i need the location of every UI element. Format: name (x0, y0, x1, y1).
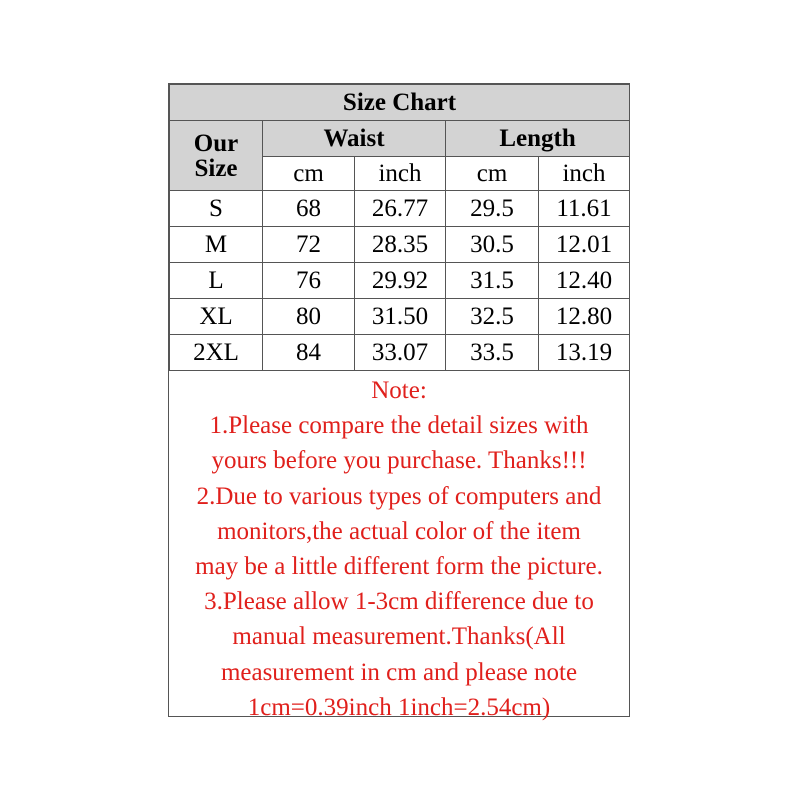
waist-inch-cell: 29.92 (355, 263, 446, 299)
table-row (170, 263, 630, 299)
table-row (170, 191, 630, 227)
length-cm-cell: 33.5 (446, 335, 539, 371)
note-line: measurement in cm and please note (220, 658, 578, 686)
waist-cm-cell: 84 (263, 335, 355, 371)
waist-cm-cell: 72 (263, 227, 355, 263)
waist-inch-cell: 26.77 (355, 191, 446, 227)
note-line: 1cm=0.39inch 1inch=2.54cm) (247, 693, 551, 721)
size-cell: 2XL (170, 335, 263, 371)
length-inch-cell: 12.01 (539, 227, 630, 263)
length-inch-cell: 13.19 (539, 335, 630, 371)
notes-section (169, 369, 629, 721)
size-cell: S (170, 191, 263, 227)
note-line: 2.Due to various types of computers and (196, 482, 602, 510)
size-cell: M (170, 227, 263, 263)
size-cell: L (170, 263, 263, 299)
length-cm-cell: 31.5 (446, 263, 539, 299)
note-line: manual measurement.Thanks(All (232, 623, 566, 651)
waist-inch-cell: 31.50 (355, 299, 446, 335)
note-line: may be a little different form the picture. (195, 553, 603, 581)
size-header-line2: Size (194, 154, 238, 182)
length-cm-cell: 29.5 (446, 191, 539, 227)
table-row (170, 227, 630, 263)
note-line: yours before you purchase. Thanks!!! (211, 447, 587, 475)
waist-cm-cell: 68 (263, 191, 355, 227)
note-line: monitors,the actual color of the item (217, 517, 581, 545)
note-heading: Note: (371, 377, 427, 404)
waist-inch-cell: 28.35 (355, 227, 446, 263)
length-header: Length (446, 121, 630, 157)
note-line: 3.Please allow 1-3cm difference due to (204, 588, 594, 616)
unit-header-length-cm: cm (446, 157, 539, 191)
unit-header-waist-cm: cm (263, 157, 355, 191)
waist-cm-cell: 76 (263, 263, 355, 299)
chart-title: Size Chart (170, 85, 630, 121)
size-header-line1: Our (193, 129, 239, 157)
unit-header-waist-inch: inch (355, 157, 446, 191)
waist-inch-cell: 33.07 (355, 335, 446, 371)
length-cm-cell: 32.5 (446, 299, 539, 335)
size-cell: XL (170, 299, 263, 335)
size-column-header (170, 121, 263, 191)
unit-header-length-inch: inch (539, 157, 630, 191)
length-inch-cell: 11.61 (539, 191, 630, 227)
length-inch-cell: 12.40 (539, 263, 630, 299)
waist-header: Waist (263, 121, 446, 157)
table-row (170, 335, 630, 371)
note-line: 1.Please compare the detail sizes with (209, 412, 589, 440)
table-row (170, 299, 630, 335)
size-chart (168, 83, 630, 721)
waist-cm-cell: 80 (263, 299, 355, 335)
size-table (169, 84, 630, 371)
length-cm-cell: 30.5 (446, 227, 539, 263)
length-inch-cell: 12.80 (539, 299, 630, 335)
